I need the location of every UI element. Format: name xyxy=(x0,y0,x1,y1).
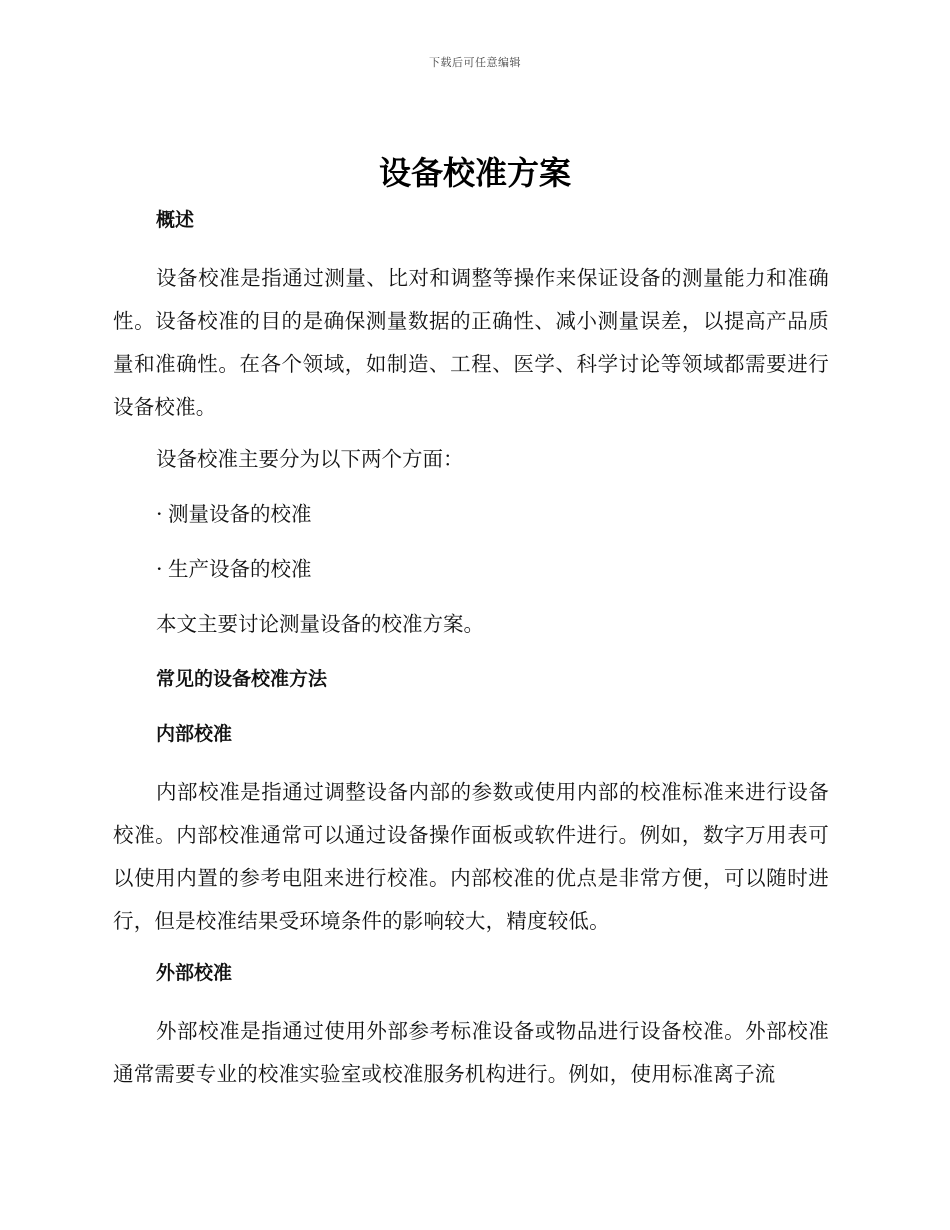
bullet-text: 生产设备的校准 xyxy=(168,557,312,581)
header-note: 下载后可任意编辑 xyxy=(429,56,521,69)
methods-heading: 常见的设备校准方法 xyxy=(156,668,328,690)
overview-heading: 概述 xyxy=(156,209,195,231)
bullet-text: 测量设备的校准 xyxy=(168,502,312,526)
scope-statement: 本文主要讨论测量设备的校准方案。 xyxy=(156,612,484,636)
bullet-production-equipment xyxy=(113,551,829,587)
aspects-intro: 设备校准主要分为以下两个方面： xyxy=(156,447,464,471)
internal-calibration-heading: 内部校准 xyxy=(156,723,233,745)
external-calibration-paragraph: 外部校准是指通过使用外部参考标准设备或物品进行设备校准。外部校准通常需要专业的校准实验室或校准服务机构进行。例如，使用标准离子流 xyxy=(113,1019,829,1086)
external-calibration-heading: 外部校准 xyxy=(156,962,233,984)
overview-paragraph: 设备校准是指通过测量、比对和调整等操作来保证设备的测量能力和准确性。设备校准的目的是确保测量数据的正确性、减小测量误差，以提高产品质量和准确性。在各个领域，如制造、工程、医学、科学讨论等领域都需要进行设备校准。 xyxy=(113,266,829,419)
bullet-mark: · xyxy=(156,557,163,581)
internal-calibration-paragraph: 内部校准是指通过调整设备内部的参数或使用内部的校准标准来进行设备校准。内部校准通常可以通过设备操作面板或软件进行。例如，数字万用表可以使用内置的参考电阻来进行校准。内部校准的优点是非常方便，可以随时进行，但是校准结果受环境条件的影响较大，精度较低。 xyxy=(113,780,829,933)
document-title: 设备校准方案 xyxy=(378,154,571,192)
bullet-mark: · xyxy=(156,502,163,526)
bullet-measurement-equipment xyxy=(113,496,829,532)
document-body xyxy=(113,202,829,1108)
